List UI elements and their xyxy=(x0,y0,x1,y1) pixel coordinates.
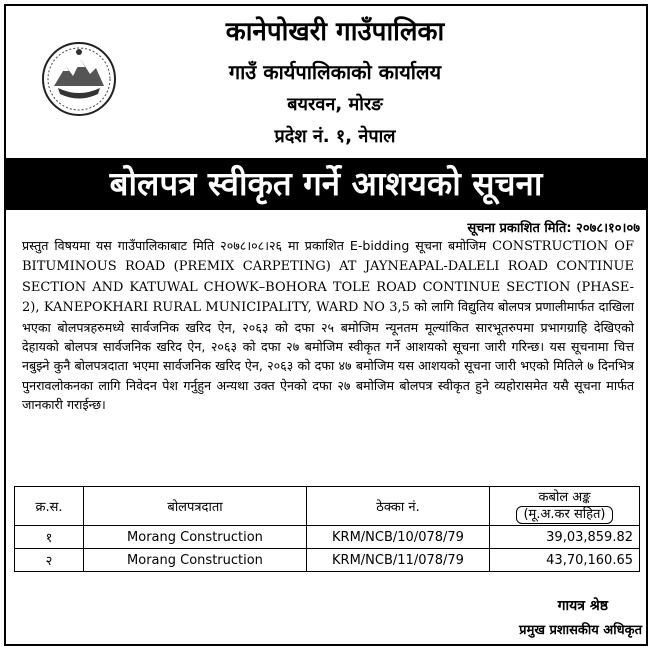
row-amount: 43,70,160.65 xyxy=(490,549,640,572)
body-intro: प्रस्तुत विषयमा यस गाउँपालिकाबाट मिति २०७८।०८।२६ मा प्रकाशित E-bidding सूचना बमोजिम xyxy=(22,238,493,253)
row-amount: 39,03,859.82 xyxy=(490,526,640,549)
notice-title: बोलपत्र स्वीकृत गर्ने आशयको सूचना xyxy=(4,158,648,210)
table-row xyxy=(15,526,640,549)
body-rest: को लागि विद्युतिय बोलपत्र प्रणालीमार्फत दाखिला भएका बोलपत्रहरुमध्ये सार्वजनिक खरिद ऐन, २०६३ को दफा २५ बमोजिम न्यूनतम मूल्यांकित सारभूतरुपमा प्रभागग्राहि देखिएको देहायको बोलपत्र सार्वजनिक खरिद ऐन, २०६३ को दफा २७ बमोजिम स्वीकृत गर्ने आशयको सूचना जारी गरिन्छ। यस सूचनामा चित्त नबुझ्ने कुनै बोलपत्रदाता भएमा सार्वजनिक खरिद ऐन, २०६३ को दफा ४७ बमोजिम यस आशयको सूचना जारी भएको मितिले ७ दिनभित्र पुनरावलोकनका लागि निवेदन पेश गर्नुहुन अन्यथा उक्त ऐनको दफा २७ बमोजिम बोलपत्र स्वीकृत हुने व्यहोरासमेत यसै सूचना मार्फत जानकारी गराईन्छ। xyxy=(22,299,634,413)
table-row xyxy=(15,549,640,572)
notice-body xyxy=(22,236,634,415)
signatory-name: गायत्र श्रेष्ठ xyxy=(557,598,608,614)
row-contract: KRM/NCB/11/078/79 xyxy=(307,549,490,572)
header-contract: ठेक्का नं. xyxy=(307,487,490,526)
row-contract: KRM/NCB/10/078/79 xyxy=(307,526,490,549)
row-sn: २ xyxy=(15,549,84,572)
header-bidder: बोलपत्रदाता xyxy=(84,487,307,526)
nepal-emblem-icon xyxy=(40,40,118,118)
office-address: बयरवन, मोरङ xyxy=(287,94,383,115)
row-bidder: Morang Construction xyxy=(84,526,307,549)
signatory-title: प्रमुख प्रशासकीय अधिकृत xyxy=(519,623,642,638)
row-sn: १ xyxy=(15,526,84,549)
header-amount xyxy=(490,487,640,526)
municipality-name: कानेपोखरी गाउँपालिका xyxy=(225,17,445,47)
published-date: सूचना प्रकाशित मिति: २०७८।१०।०७ xyxy=(467,221,640,236)
office-name: गाउँ कार्यपालिकाको कार्यालय xyxy=(228,60,442,84)
project-name: CONSTRUCTION OF BITUMINOUS ROAD (PREMIX CARPETING) AT JAYNEAPAL-DALELI ROAD CONTINUE SECTION AND KATUWAL CHOWK–BOHORA TOLE ROAD CONTINUE SECTION (PHASE-2), KANEPOKHARI RURAL MUNICIPALITY, WARD NO 3,5 xyxy=(22,239,634,316)
header-amount-note: (मू.अ.कर सहित) xyxy=(516,506,612,524)
table-header-row xyxy=(15,487,640,526)
bid-table xyxy=(14,486,640,572)
header-amount-label: कबोल अङ्क xyxy=(538,489,591,505)
row-bidder: Morang Construction xyxy=(84,549,307,572)
province-line: प्रदेश नं. १, नेपाल xyxy=(274,126,396,147)
header-sn: क्र.स. xyxy=(15,487,84,526)
